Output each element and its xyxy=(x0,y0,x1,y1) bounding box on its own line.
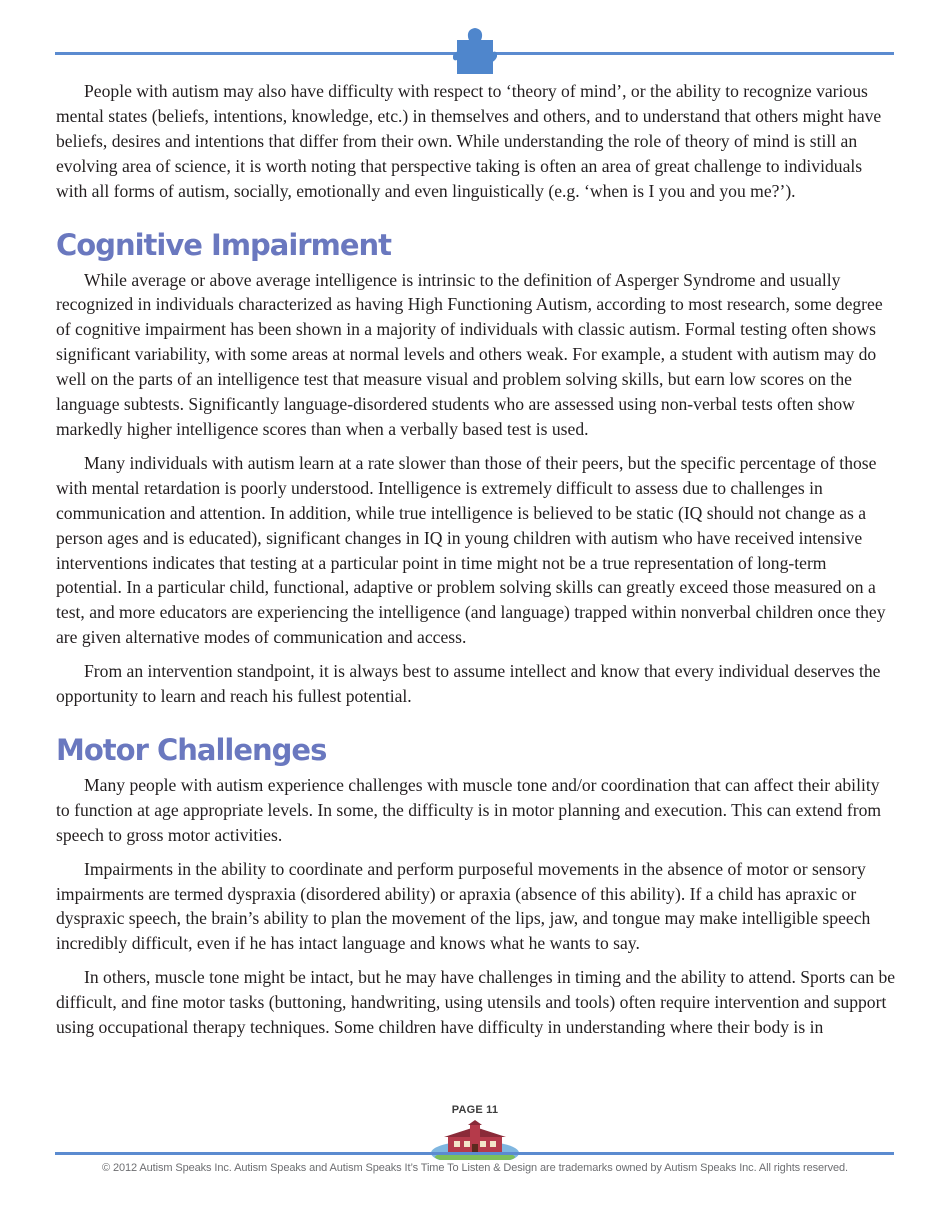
puzzle-piece-icon xyxy=(453,26,497,76)
section-heading-motor-challenges: Motor Challenges xyxy=(56,732,327,767)
copyright-notice: © 2012 Autism Speaks Inc. Autism Speaks and Autism Speaks It’s Time To Listen & Design are trademarks owned by Autism Speaks Inc. All rights reserved. xyxy=(102,1162,848,1174)
section-heading-cognitive-impairment: Cognitive Impairment xyxy=(56,227,391,262)
motor-paragraph-2: Impairments in the ability to coordinate and perform purposeful movements in the absence of motor or sensory impairments are termed dyspraxia (disordered ability) or apraxia (absence of this ability). If a child has apraxic or dyspraxic speech, the brain’s ability to plan the movement of the lips, jaw, and tongue may make intelligible speech incredibly difficult, even if he has intact language and knows what he wants to say. xyxy=(56,858,871,954)
footer-rule xyxy=(55,1152,894,1155)
motor-paragraph-1: Many people with autism experience challenges with muscle tone and/or coordination that can affect their ability to function at age appropriate levels. In some, the difficulty is in motor planning and execution. This can extend from speech to gross motor activities. xyxy=(56,774,882,845)
page-number: PAGE 11 xyxy=(451,1104,499,1116)
cognitive-paragraph-3: From an intervention standpoint, it is always best to assume intellect and know that every individual deserves the opportunity to learn and reach his fullest potential. xyxy=(56,661,881,707)
page-body xyxy=(56,79,896,1049)
cognitive-paragraph-1: While average or above average intelligence is intrinsic to the definition of Asperger Syndrome and usually recognized in individuals characterized as having High Functioning Autism, according to most research, some degree of cognitive impairment has been shown in a majority of individuals with classic autism. Formal testing often shows significant variability, with some areas at normal levels and others weak. For example, a student with autism may do well on the parts of an intelligence test that measure visual and problem solving skills, but earn low scores on the language subtests. Significantly language-disordered students who are assessed using non-verbal tests often show markedly higher intelligence scores than when a verbally based test is used. xyxy=(56,269,883,439)
intro-paragraph: People with autism may also have difficulty with respect to ‘theory of mind’, or the ability to recognize various mental states (beliefs, intentions, knowledge, etc.) in themselves and others, and to understand that others might have beliefs, desires and intentions that differ from their own. While understanding the role of theory of mind is still an evolving area of science, it is worth noting that perspective taking is often an area of great challenge to individuals with all forms of autism, socially, emotionally and even linguistically (e.g. ‘when is I you and you me?’). xyxy=(56,81,882,201)
cognitive-paragraph-2: Many individuals with autism learn at a rate slower than those of their peers, but the specific percentage of those with mental retardation is poorly understood. Intelligence is extremely difficult to assess due to challenges in communication and attention. In addition, while true intelligence is believed to be static (IQ should not change as a person ages and is educated), significant changes in IQ in young children with autism who have received intensive interventions indicates that testing at a particular point in time might not be a true representation of long-term potential. In a particular child, functional, adaptive or problem solving skills can greatly exceed those measured on a test, and more educators are experiencing the intelligence (and language) trapped within nonverbal children once they are given alternative modes of communication and access. xyxy=(56,452,886,648)
motor-paragraph-3: In others, muscle tone might be intact, but he may have challenges in timing and the ability to attend. Sports can be difficult, and fine motor tasks (buttoning, handwriting, using utensils and tools) often require intervention and support using occupational therapy techniques. Some children have difficulty in understanding where their body is in xyxy=(56,967,896,1038)
